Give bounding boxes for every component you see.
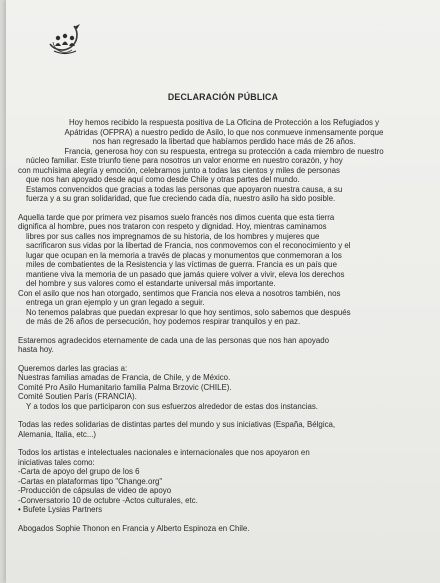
text-line: -Conversatorio 10 de octubre -Actos culturales, etc. — [18, 495, 198, 505]
text-line: Todas las redes solidarias de distintas partes del mundo y sus iniciativas (España, Bélgica, — [18, 420, 336, 429]
text-line: -Producción de cápsulas de video de apoyo — [18, 486, 172, 495]
text-line: Alemania, Italia, etc...) — [18, 429, 97, 439]
document-page — [6, 0, 440, 583]
document-title: DECLARACIÓN PÚBLICA — [167, 92, 279, 102]
text-line: Estaremos agradecidos eternamente de cada una de las personas que nos han apoyado — [18, 335, 330, 345]
text-line: Comité Soutien París (FRANCIA). — [18, 392, 137, 401]
text-line: Todos los artistas e intelectuales nacionales e internacionales que nos apoyaron en — [18, 448, 310, 457]
text-line: Apátridas (OFPRA) a nuestro pedido de Asilo, lo que nos conmueve inmensamente porque — [64, 127, 384, 137]
text-line: Comité Pro Asilo Humanitario familia Palma Brzovic (CHILE). — [18, 382, 232, 392]
text-line: Y a todos los que participaron con sus esfuerzos alrededor de estas dos instancias. — [26, 401, 318, 411]
paragraph-france-arrival — [18, 213, 430, 327]
paragraph-lawyers — [18, 524, 430, 534]
text-line: núcleo familiar. Este triunfo tiene para nosotros un valor enorme en nuestro corazón, y hoy — [26, 156, 343, 165]
text-line: lugar que ocupan en la memoria a través de placas y monumentos que conmemoran a los — [26, 250, 342, 260]
text-line: Aquella tarde que por primera vez pisamos suelo francés nos dimos cuenta que esta tierra — [18, 212, 335, 222]
text-line: hasta hoy. — [18, 345, 54, 354]
text-line: No tenemos palabras que puedan expresar lo que hoy sentimos, solo sabemos que después — [26, 307, 351, 317]
paragraph-asylum-announcement — [18, 118, 430, 204]
paragraph-solidarity-networks — [18, 420, 430, 439]
text-line: nos han regresado la libertad que habíamos perdido hace más de 26 años. — [92, 137, 356, 146]
text-line: mantiene viva la memoria de un pasado que jamás quiere volver a vivir, eleva los derechos — [26, 269, 345, 279]
document-body — [18, 118, 430, 533]
text-line: con muchísima alegría y emoción, celebramos junto a todas las cientos y miles de personas — [18, 165, 340, 175]
text-line: Francia, generosa hoy con su respuesta, entrega su protección a cada miembro de nuestro — [64, 146, 384, 156]
text-line: entrega un gran ejemplo y un gran legado a seguir. — [26, 298, 205, 307]
organization-logo — [44, 18, 86, 62]
text-line: iniciativas tales como: — [18, 457, 95, 467]
text-line: sacrificaron sus vidas por la libertad de Francia, nos conmovemos con el reconocimiento y el — [26, 241, 351, 250]
text-line: del hombre y sus valores como el estandarte universal más importante. — [26, 279, 276, 288]
text-line: -Carta de apoyo del grupo de los 6 — [18, 467, 140, 476]
text-line: libres por sus calles nos impregnamos de su historia, de los hombres y mujeres que — [26, 231, 320, 241]
text-line: fuerza y a su gran solidaridad, que fue creciendo cada día, nuestro asilo ha sido posible. — [26, 194, 336, 203]
text-line: Con el asilo que nos han otorgado, sentimos que Francia nos eleva a nosotros también, nos — [18, 288, 341, 298]
text-line: Queremos darles las gracias a: — [18, 363, 128, 373]
text-line: miles de combatientes de la Resistencia y las víctimas de guerra. Francia es un país que — [26, 260, 337, 269]
text-line: Abogados Sophie Thonon en Francia y Alberto Espinoza en Chile. — [18, 523, 250, 533]
text-line: Hoy hemos recibido la respuesta positiva de La Oficina de Protección a los Refugiados y — [68, 118, 380, 127]
text-line: Nuestras familias amadas de Francia, de Chile, y de México. — [18, 373, 231, 382]
paragraph-thanks-list — [18, 364, 430, 412]
text-line: -Cartas en plataformas tipo "Change.org" — [18, 476, 163, 486]
text-line: de más de 26 años de persecución, hoy podemos respirar tranquilos y en paz. — [26, 317, 301, 326]
paragraph-artists-initiatives — [18, 448, 430, 515]
text-line: que nos han apoyado desde aquí como desde Chile y otras partes del mundo. — [26, 175, 300, 184]
text-line: dignifica al hombre, pues nos trataron con respeto y dignidad. Hoy, mientras caminamos — [18, 222, 327, 231]
text-line: Estamos convencidos que gracias a todas las personas que apoyaron nuestra causa, a su — [26, 184, 343, 194]
paragraph-gratitude — [18, 336, 430, 355]
text-line: • Bufete Lysias Partners — [18, 505, 103, 514]
